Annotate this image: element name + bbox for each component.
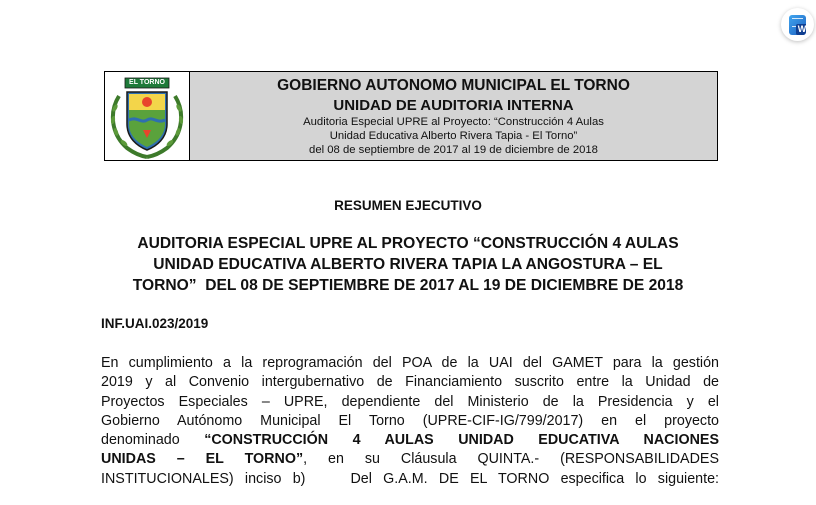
body-line: 2019 y al Convenio intergubernativo de Financiamiento suscrito entre la Unidad de [101,374,719,391]
main-title-line-3: TORNO” DEL 08 DE SEPTIEMBRE DE 2017 AL 19 DE DICIEMBRE DE 2018 [132,277,684,294]
document-header [104,71,718,161]
main-title [0,233,816,296]
institution-title: GOBIERNO AUTONOMO MUNICIPAL EL TORNO [277,77,630,94]
word-icon: W [789,15,806,35]
body-line: Gobierno Autónomo Municipal El Torno (UPRE-CIF-IG/799/2017) en el proyecto [101,412,719,429]
report-number: INF.UAI.023/2019 [101,316,209,331]
word-document-button[interactable] [781,8,814,41]
main-title-line-1: AUDITORIA ESPECIAL UPRE AL PROYECTO “CONSTRUCCIÓN 4 AULAS [137,235,679,252]
body-paragraph [101,354,719,489]
body-line: denominado “CONSTRUCCIÓN 4 AULAS UNIDAD EDUCATIVA NACIONES [101,432,719,449]
body-line: Proyectos Especiales – UPRE, dependiente del Ministerio de la Presidencia y el [101,393,719,410]
municipal-logo [105,72,190,160]
main-title-line-2: UNIDAD EDUCATIVA ALBERTO RIVERA TAPIA LA ANGOSTURA – EL [153,256,663,273]
logo-banner-text: EL TORNO [129,79,165,86]
unit-title: UNIDAD DE AUDITORIA INTERNA [333,97,574,114]
body-line: En cumplimiento a la reprogramación del POA de la UAI del GAMET para la gestión [101,355,719,371]
body-line: UNIDAS – EL TORNO”, en su Cláusula QUINTA.- (RESPONSABILIDADES [101,451,719,468]
header-title-block [190,72,717,160]
header-line-3: del 08 de septiembre de 2017 al 19 de diciembre de 2018 [309,144,598,156]
header-line-2: Unidad Educativa Alberto Rivera Tapia - El Torno” [329,130,578,142]
header-line-1: Auditoria Especial UPRE al Proyecto: “Construcción 4 Aulas [303,116,604,128]
section-title: RESUMEN EJECUTIVO [334,198,482,213]
body-line: INSTITUCIONALES) inciso b) Del G.A.M. DE EL TORNO especifica lo siguiente: [101,470,719,487]
